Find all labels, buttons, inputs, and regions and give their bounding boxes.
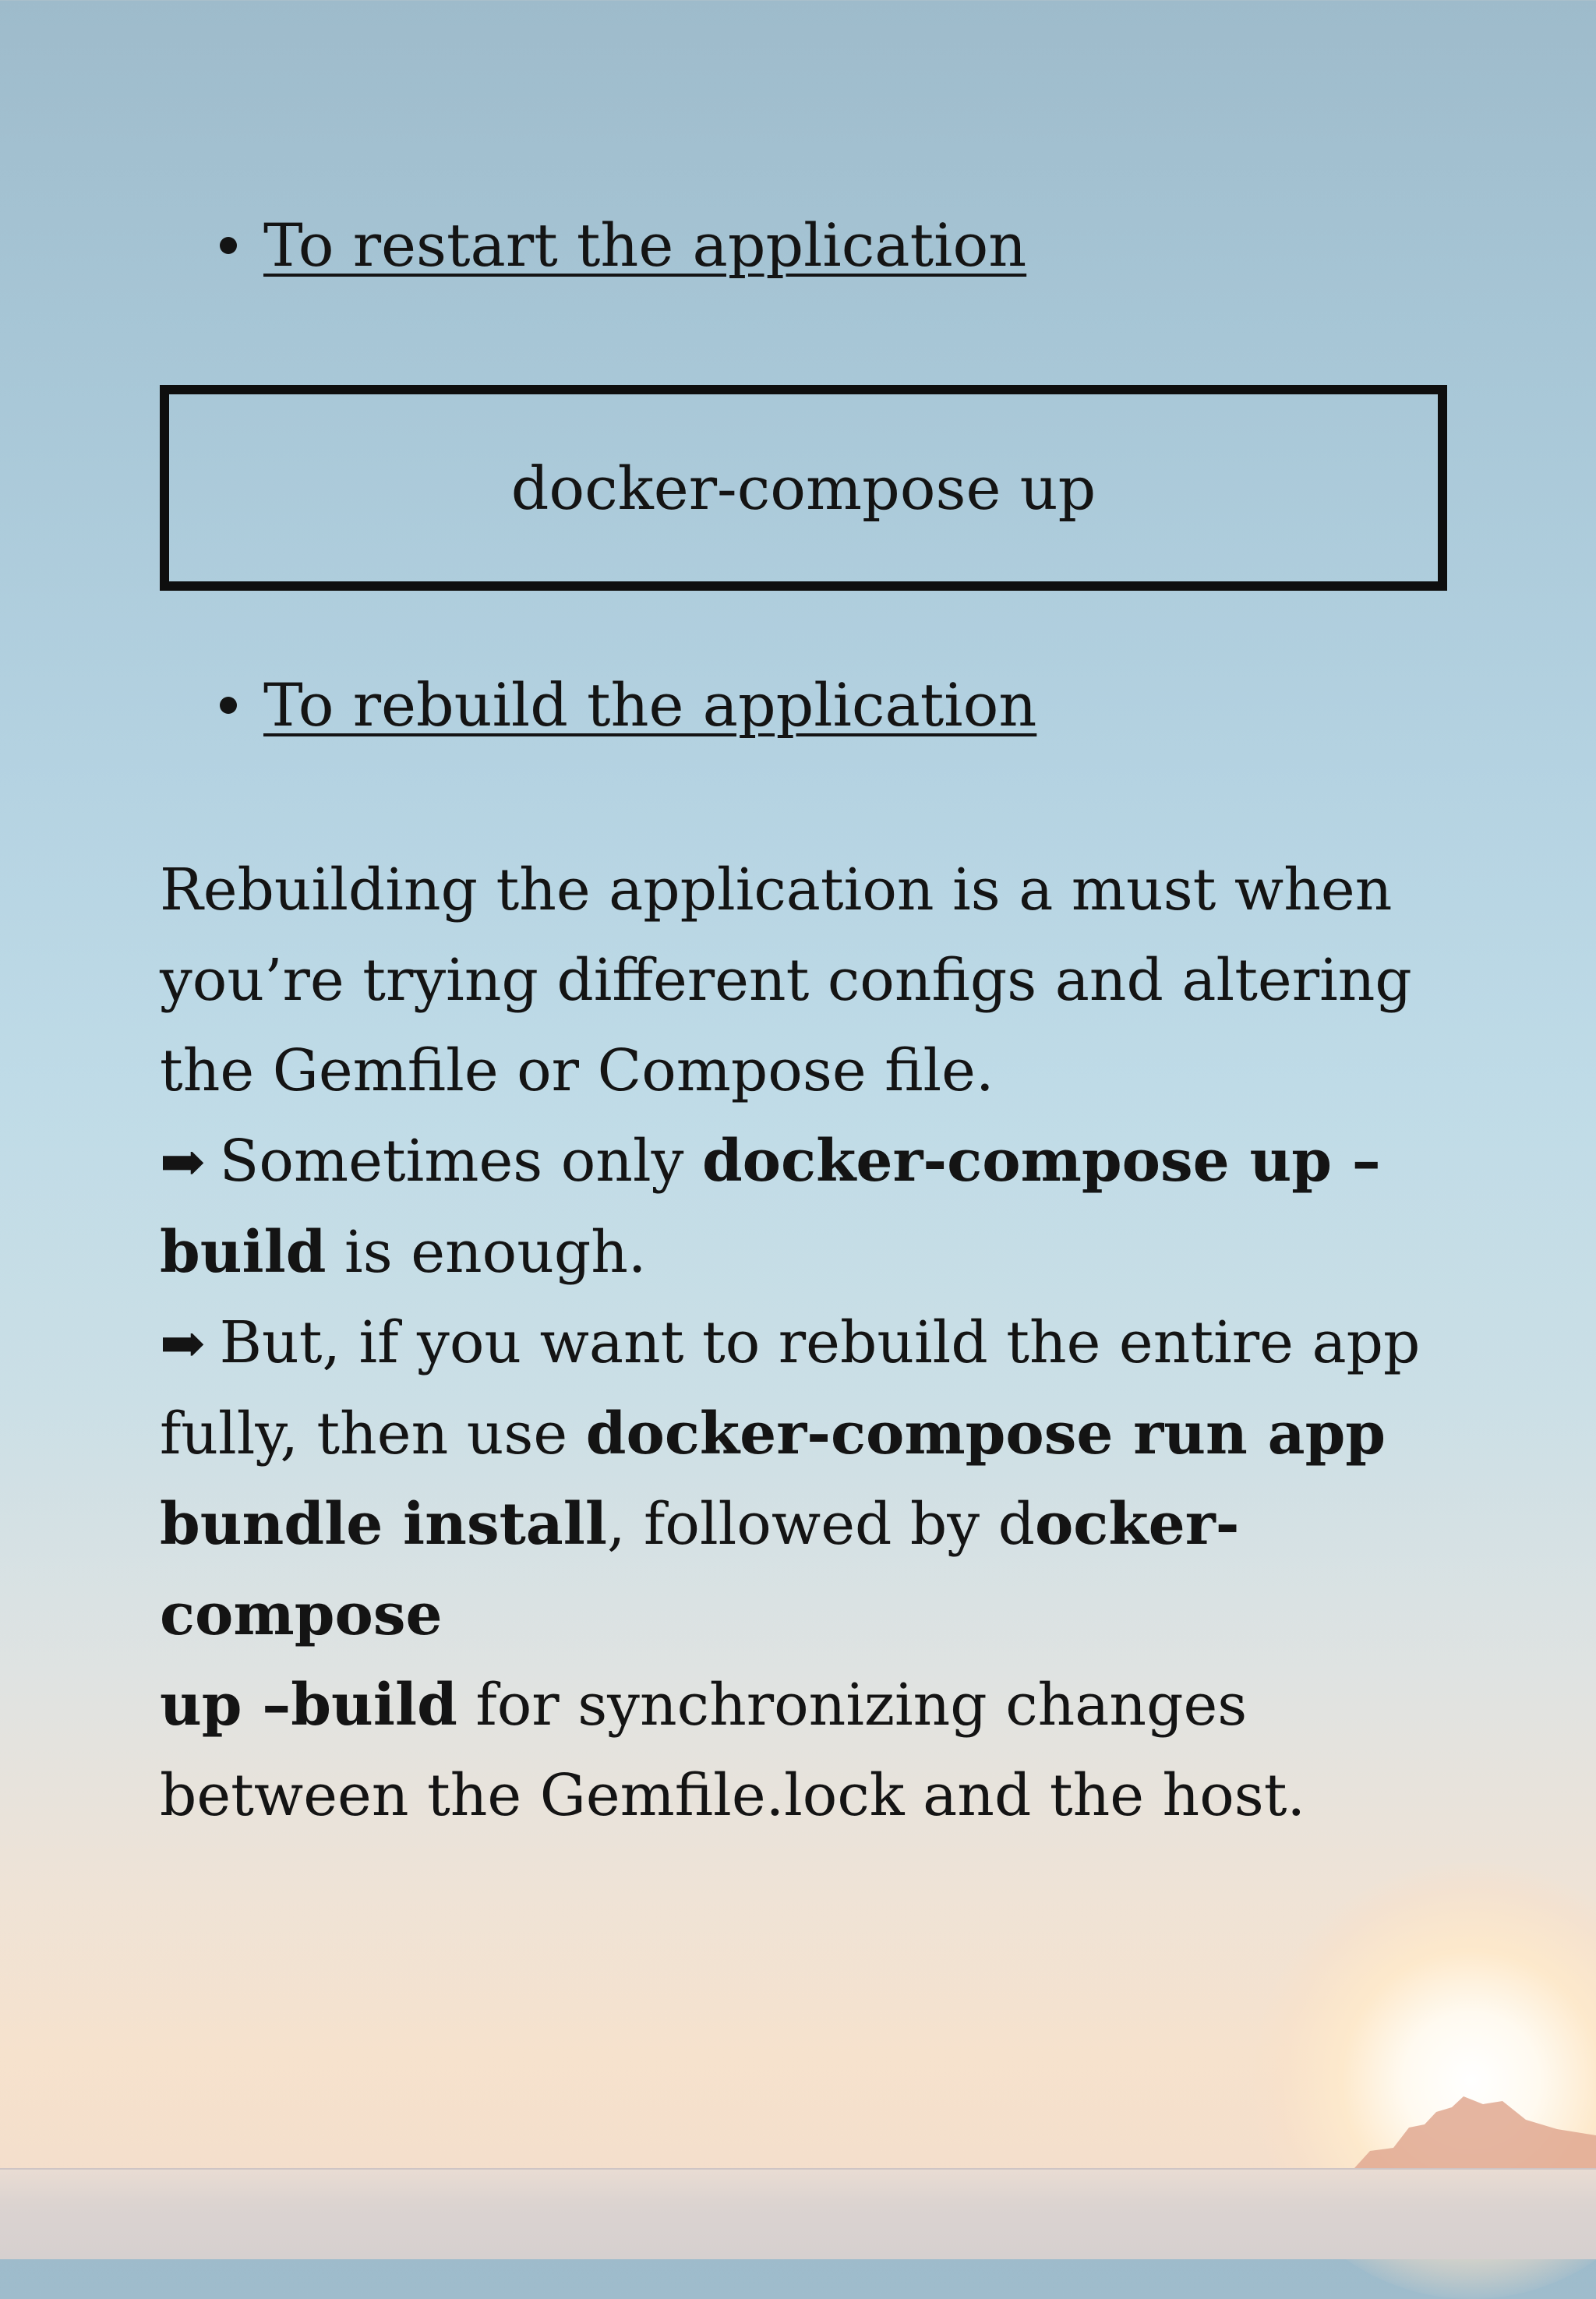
restart-heading-link[interactable]: To restart the application (263, 210, 1027, 280)
command-text: docker-compose up (510, 453, 1096, 523)
tip-2-line-3: bundle install, followed by docker-compose (160, 1491, 1240, 1648)
tip-1-command: docker-compose up – (701, 1128, 1381, 1195)
rebuild-heading-link[interactable]: To rebuild the application (263, 670, 1037, 740)
tip-2-line-1: ➡ But, if you want to rebuild the entire app (160, 1309, 1421, 1376)
bullet-rebuild (220, 670, 1036, 740)
command-box (160, 385, 1447, 591)
bullet-dot (220, 697, 237, 714)
tip-2-line-4: up –build for synchronizing changes (160, 1672, 1248, 1739)
tip-1-line-2: build is enough. (160, 1219, 647, 1286)
explanation-paragraph (160, 845, 1485, 1841)
bullet-dot (220, 237, 237, 254)
intro-line-2: you’re trying different configs and altering (160, 947, 1412, 1014)
intro-line-3: the Gemfile or Compose file. (160, 1037, 994, 1104)
tip-2-command-2: ocker-compose (160, 1491, 1240, 1648)
tip-2-line-2: fully, then use docker-compose run app (160, 1400, 1386, 1467)
right-arrow-icon: ➡ (160, 1130, 206, 1194)
tip-2-line-5: between the Gemfile.lock and the host. (160, 1762, 1305, 1829)
tip-2-command-1: docker-compose run app (585, 1400, 1386, 1467)
tip-1-line-1: ➡ Sometimes only docker-compose up – (160, 1128, 1381, 1195)
sea-horizon (0, 2168, 1596, 2259)
bullet-restart (220, 210, 1026, 280)
intro-line-1: Rebuilding the application is a must when (160, 856, 1393, 923)
right-arrow-icon: ➡ (160, 1312, 206, 1376)
